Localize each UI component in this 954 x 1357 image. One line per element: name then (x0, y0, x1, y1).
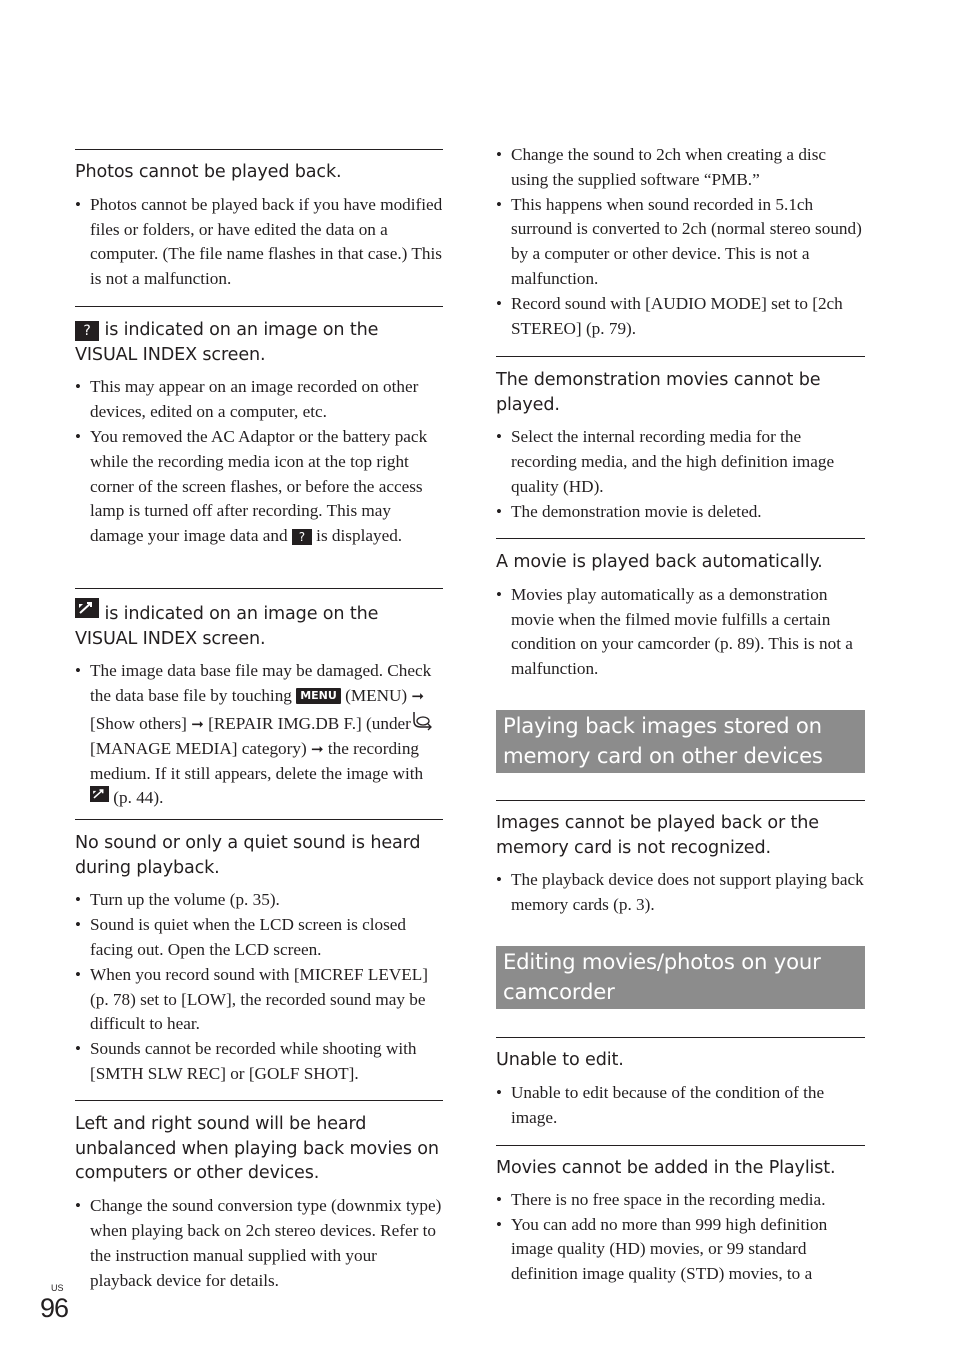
list-item: • Record sound with [AUDIO MODE] set to [2ch STEREO] (p. 79). (496, 292, 865, 342)
region-code: US (51, 1283, 64, 1293)
list-item-text: (p. 44). (113, 788, 164, 808)
list-item: • This happens when sound recorded in 5.1ch surround is converted to 2ch (normal stereo sound) by a computer or other device. This is not a malfunction. (496, 193, 865, 292)
section-question-icon (75, 306, 443, 549)
section-divider (496, 538, 865, 539)
list-item: • The playback device does not support playing back memory cards (p. 3). (496, 868, 865, 918)
bullet-list (75, 659, 443, 811)
list-item: • Movies play automatically as a demonstration movie when the filmed movie fulfills a certain condition on your camcorder (p. 89). This is not a malfunction. (496, 583, 865, 682)
list-item-text: (MENU) (345, 686, 408, 706)
list-item-text: [MANAGE MEDIA] category) (90, 738, 307, 758)
section-auto-play (496, 538, 865, 682)
list-item: • Unable to edit because of the condition of the image. (496, 1081, 865, 1131)
list-item: • Change the sound conversion type (downmix type) when playing back on 2ch stereo devices. Refer to the instruction manual supplied with your playback device for details. (75, 1194, 443, 1293)
section-heading: Unable to edit. (496, 1050, 624, 1070)
section-banner-editing: Editing movies/photos on your camcorder (496, 946, 865, 1009)
section-demo-movies (496, 356, 865, 525)
list-item: • When you record sound with [MICREF LEVEL] (p. 78) set to [LOW], the recorded sound may be difficult to hear. (75, 963, 443, 1037)
section-divider (75, 1100, 443, 1101)
list-item: • Sounds cannot be recorded while shooting with [SMTH SLW REC] or [GOLF SHOT]. (75, 1037, 443, 1087)
list-item-text: You removed the AC Adaptor or the battery pack while the recording media icon at the top right corner of the screen flashes, or before the access lamp is turned off after recording. This may damage your image data and (90, 427, 428, 546)
section-heading: A movie is played back automatically. (496, 552, 823, 572)
section-unbalanced-sound (75, 1100, 443, 1293)
manage-media-icon (411, 709, 435, 731)
section-divider (75, 149, 443, 150)
section-no-sound (75, 819, 443, 1087)
list-item-text: [REPAIR IMG.DB F.] (under (208, 714, 411, 733)
bullet-list (496, 583, 865, 682)
list-item: • Select the internal recording media for the recording media, and the high definition image quality (HD). (496, 425, 865, 499)
list-item-text: is displayed. (316, 526, 403, 546)
list-item: • This may appear on an image recorded on other devices, edited on a computer, etc. (75, 375, 443, 425)
section-divider (75, 819, 443, 820)
list-item: • Turn up the volume (p. 35). (75, 888, 443, 913)
section-heading (75, 318, 443, 367)
arrow-right-icon: ➞ (311, 739, 324, 758)
section-playlist (496, 1145, 865, 1287)
bullet-list (75, 1194, 443, 1293)
section-continued (496, 143, 865, 341)
section-divider (496, 1145, 865, 1146)
heading-text: is indicated on an image on the VISUAL INDEX screen. (75, 604, 379, 649)
section-divider (496, 800, 865, 801)
list-item: • There is no free space in the recording media. (496, 1188, 865, 1213)
question-icon: ? (292, 529, 312, 545)
list-item: • You can add no more than 999 high definition image quality (HD) movies, or 99 standard definition image quality (STD) movies, to a (496, 1213, 865, 1287)
section-heading: Left and right sound will be heard unbalanced when playing back movies on computers or other devices. (75, 1114, 439, 1184)
bullet-list (496, 1188, 865, 1287)
page-number: 96 (40, 1293, 69, 1323)
list-item: • Photos cannot be played back if you have modified files or folders, or have edited the data on a computer. (The file name flashes in that case.) This is not a malfunction. (75, 193, 443, 292)
arrow-right-icon: ➞ (191, 715, 204, 733)
bullet-list (75, 888, 443, 1086)
section-heading: No sound or only a quiet sound is heard during playback. (75, 833, 421, 878)
heading-text: is indicated on an image on the VISUAL INDEX screen. (75, 320, 379, 365)
section-divider (75, 588, 443, 589)
list-item-text: [Show others] (90, 714, 187, 733)
section-unable-edit (496, 1037, 865, 1130)
section-divider (75, 306, 443, 307)
list-item: • Sound is quiet when the LCD screen is closed facing out. Open the LCD screen. (75, 913, 443, 963)
section-photos-cannot-play (75, 149, 443, 292)
section-heading: Movies cannot be added in the Playlist. (496, 1158, 836, 1178)
bullet-list (496, 868, 865, 918)
section-heading (75, 598, 443, 651)
section-divider (496, 356, 865, 357)
section-heading: The demonstration movies cannot be played. (496, 370, 821, 415)
question-icon: ? (75, 321, 99, 341)
section-database-icon (75, 588, 443, 811)
section-divider (496, 1037, 865, 1038)
menu-icon: MENU (296, 688, 341, 704)
bullet-list (75, 375, 443, 549)
list-item (75, 659, 443, 811)
section-heading: Images cannot be played back or the memory card is not recognized. (496, 813, 819, 858)
section-banner-memory-card: Playing back images stored on memory card on other devices (496, 710, 865, 773)
bullet-list (496, 143, 865, 341)
section-memory-card (496, 800, 865, 918)
list-item-text: the recording medium. If it still appears, delete the image with (90, 738, 424, 783)
bullet-list (496, 425, 865, 524)
list-item: • Change the sound to 2ch when creating a disc using the supplied software “PMB.” (496, 143, 865, 193)
database-repair-icon (90, 786, 109, 802)
database-repair-icon (75, 598, 99, 618)
list-item (75, 425, 443, 549)
list-item: • The demonstration movie is deleted. (496, 500, 865, 525)
bullet-list (75, 193, 443, 292)
list-item-text: The image data base file may be damaged. Check the data base file by touching (90, 661, 432, 706)
bullet-list (496, 1081, 865, 1131)
section-heading: Photos cannot be played back. (75, 162, 342, 182)
arrow-right-icon: ➞ (411, 687, 425, 706)
